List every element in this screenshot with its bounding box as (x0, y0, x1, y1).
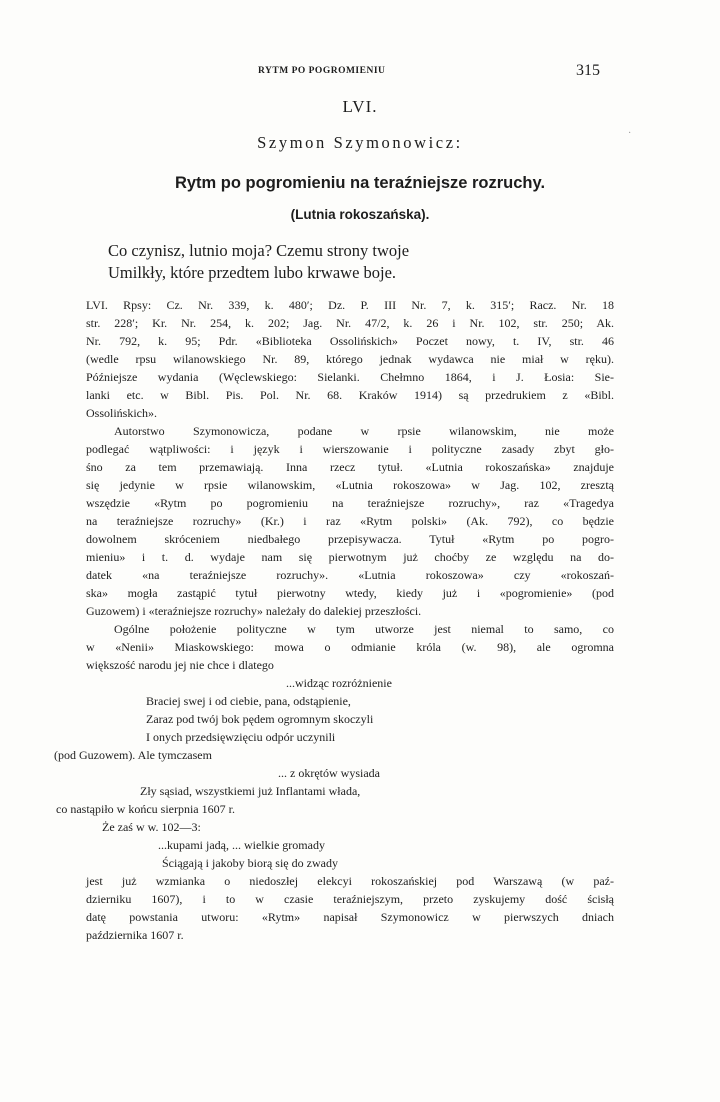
commentary-line: Nr. 792, k. 95; Pdr. «Biblioteka Ossolińskich» Poczet nowy, t. IV, str. 46 (86, 334, 614, 348)
running-title: RYTM PO POGROMIENIU (258, 66, 386, 76)
commentary-line: Ogólne położenie polityczne w tym utworze jest niemal to samo, co (114, 622, 614, 636)
commentary-line: października 1607 r. (86, 928, 184, 942)
quoted-verse: Braciej swej i od ciebie, pana, odstąpienie, (146, 694, 351, 708)
page-number: 315 (576, 62, 600, 79)
commentary-line: datek «na teraźniejsze rozruchy». «Lutnia rokoszowa» czy «rokoszań- (86, 568, 614, 582)
poem-verse (108, 240, 409, 284)
commentary-line: wszędzie «Rytm po pogromieniu na teraźniejsze rozruchy», raz «Tragedya (86, 496, 614, 510)
poem-subtitle: (Lutnia rokoszańska). (290, 207, 430, 222)
quoted-verse: I onych przedsięwzięciu odpór uczynili (146, 730, 336, 744)
commentary-line: jest już wzmianka o niedoszłej elekcyi rokoszańskiej pod Warszawą (w paź- (86, 874, 614, 888)
verse-line: Umilkły, które przedtem lubo krwawe boje. (108, 263, 397, 282)
commentary-line: Późniejsze wydania (Węclewskiego: Sielanki. Chełmno 1864, i J. Łosia: Sie- (86, 370, 614, 384)
quoted-verse: Zły sąsiad, wszystkiemi już Inflantami włada, (140, 784, 361, 798)
author-name: Szymon Szymonowicz: (257, 133, 463, 152)
quoted-verse: Ściągają i jakoby biorą się do zwady (162, 856, 338, 870)
commentary-line: podlegać wątpliwości: i język i wierszowanie i polityczne zasady zbyt gło- (86, 442, 614, 456)
commentary-line: mieniu» i t. d. wydaje nam się pierwotnym już choćby ze względu na do- (86, 550, 614, 564)
commentary-line: lanki etc. w Bibl. Pis. Pol. Nr. 68. Kraków 1914) są przedrukiem z «Bibl. (86, 388, 614, 402)
commentary-line: datę powstania utworu: «Rytm» napisał Szymonowicz w pierwszych dniach (86, 910, 614, 924)
editorial-commentary (54, 296, 614, 944)
commentary-line: się jedynie w rpsie wilanowskim, «Lutnia rokoszowa» w Jag. 102, zresztą (86, 478, 614, 492)
commentary-line: śno za tem przemawiają. Inna rzecz tytuł. «Lutnia rokoszańska» znajduje (86, 460, 614, 474)
commentary-line: dowolnem skróceniem niedbałego przepisywacza. Tytuł «Rytm po pogro- (86, 532, 614, 546)
print-speck: · (628, 128, 632, 139)
commentary-line: dzierniku 1607), i to w czasie teraźniejszym, przeto zyskujemy dość ścisłą (86, 892, 614, 906)
commentary-line: na teraźniejsze rozruchy» (Kr.) i raz «Rytm polski» (Ak. 792), co będzie (86, 514, 614, 528)
commentary-line: str. 228′; Kr. Nr. 254, k. 202; Jag. Nr. 47/2, k. 26 i Nr. 102, str. 250; Ak. (86, 316, 614, 330)
commentary-line: (pod Guzowem). Ale tymczasem (54, 748, 212, 762)
commentary-line: Autorstwo Szymonowicza, podane w rpsie wilanowskim, nie może (114, 424, 614, 438)
commentary-line: Że zaś w w. 102—3: (102, 820, 201, 834)
quoted-verse: ...widząc rozróżnienie (286, 676, 392, 690)
quoted-verse: Zaraz pod twój bok pędem ogromnym skoczyli (146, 712, 374, 726)
commentary-line: (wedle rpsu wilanowskiego Nr. 89, którego jednak wydawca nie miał w ręku). (86, 352, 614, 366)
running-header (0, 64, 720, 84)
poem-number: LVI. (342, 97, 378, 116)
poem-title: Rytm po pogromieniu na teraźniejsze rozruchy. (174, 174, 546, 192)
commentary-line: większość narodu jej nie chce i dlatego (86, 658, 274, 672)
commentary-line: co nastąpiło w końcu sierpnia 1607 r. (56, 802, 235, 816)
commentary-line: w «Nenii» Miaskowskiego: mowa o odmianie króla (w. 98), ale ogromna (86, 640, 614, 654)
commentary-line: LVI. Rpsy: Cz. Nr. 339, k. 480′; Dz. P. III Nr. 7, k. 315′; Racz. Nr. 18 (86, 298, 614, 312)
quoted-verse: ... z okrętów wysiada (278, 766, 380, 780)
verse-line: Co czynisz, lutnio moja? Czemu strony twoje (108, 241, 410, 260)
commentary-line: Guzowem) i «teraźniejsze rozruchy» należały do dalekiej przeszłości. (86, 604, 422, 618)
quoted-verse: ...kupami jadą, ... wielkie gromady (158, 838, 325, 852)
commentary-line: Ossolińskich». (86, 406, 158, 420)
commentary-line: ska» mogła zastąpić tytuł pierwotny wtedy, kiedy już i «pogromienie» (pod (86, 586, 614, 600)
